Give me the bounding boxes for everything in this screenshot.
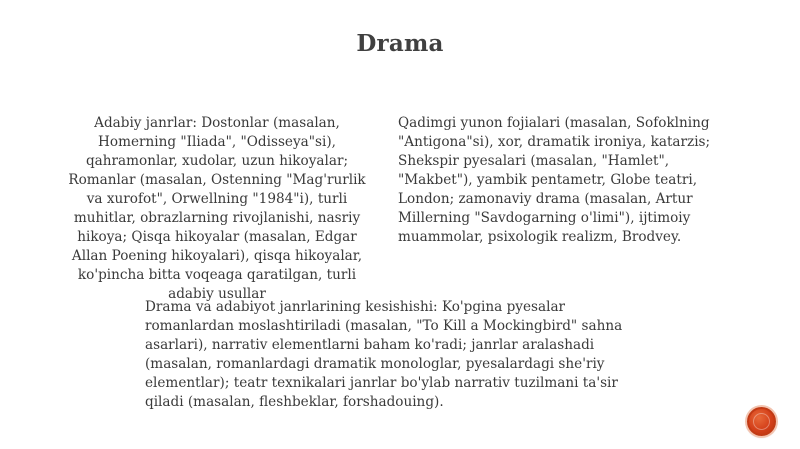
right-text-block: Qadimgi yunon fojialari (masalan, Sofoklning "Antigona"si), xor, dramatik ironiya, katarzis; Shekspir pyesalari (masalan, "Hamlet", "Makbet"), yambik pentametr, Globe teatri, London; zamonaviy drama (masalan, Artur Millerning "Savdogarning o'limi"), ijtimoiy muammolar, psixologik realizm, Brodvey.	[398, 115, 711, 245]
circle-nav-icon	[753, 413, 770, 430]
slide-title: Drama	[356, 30, 444, 57]
bottom-text-block: Drama va adabiyot janrlarining kesishishi: Ko'pgina pyesalar romanlardan moslashtiriladi (masalan, "To Kill a Mockingbird" sahna asarlari), narrativ elementlarni baham ko'radi; janrlar aralashadi (masalan, romanlardagi dramatik monologlar, pyesalardagi she'riy elementlar); teatr texnikalari janrlar bo'ylab narrativ tuzilmani ta'sir qiladi (masalan, fleshbeklar, forshadouing).	[145, 299, 623, 410]
next-slide-button[interactable]	[747, 407, 776, 436]
left-text-block: Adabiy janrlar: Dostonlar (masalan, Homerning "Iliada", "Odisseya"si), qahramonlar, xudolar, uzun hikoyalar; Romanlar (masalan, Ostenning "Mag'rurlik va xurofot", Orwellning "1984"i), turli muhitlar, obrazlarning rivojlanishi, nasriy hikoya; Qisqa hikoyalar (masalan, Edgar Allan Poening hikoyalari), qisqa hikoyalar, ko'pincha bitta voqeaga qaratilgan, turli adabiy usullar	[68, 115, 366, 302]
